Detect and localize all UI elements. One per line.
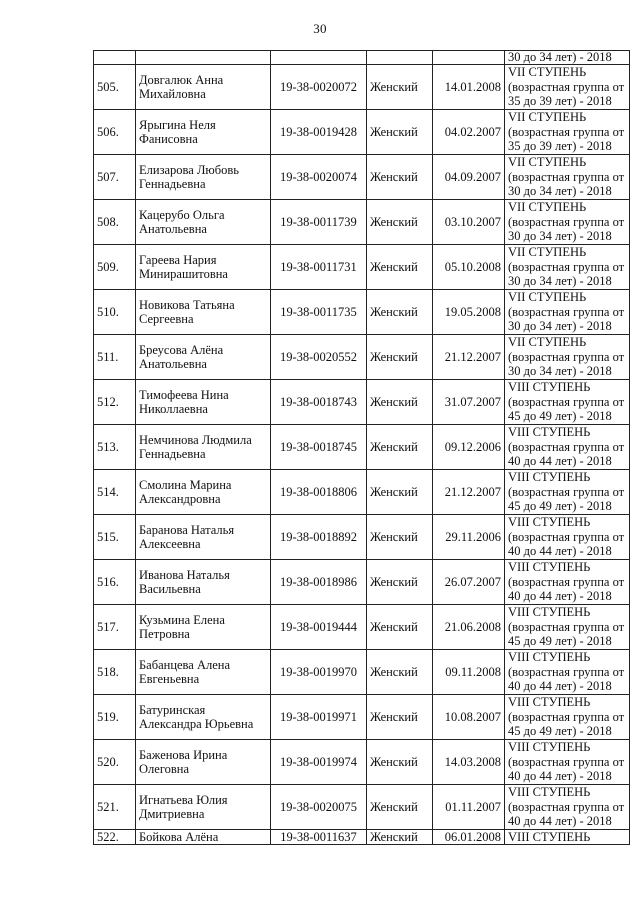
cell-gender: Женский xyxy=(367,110,433,155)
cell-name xyxy=(136,245,271,290)
step-line-3: 45 до 49 лет) - 2018 xyxy=(508,724,612,739)
cell-id: 19-38-0019970 xyxy=(271,650,367,695)
table-row-last xyxy=(94,830,630,845)
cell-num: 513. xyxy=(94,425,136,470)
step-line-3: 45 до 49 лет) - 2018 xyxy=(508,409,612,424)
name-line-2: Геннадьевна xyxy=(139,177,206,191)
table-row xyxy=(94,605,630,650)
cell-name xyxy=(136,51,271,65)
step-line-2: (возрастная группа от xyxy=(508,529,625,544)
cell-gender: Женский xyxy=(367,200,433,245)
cell-date: 19.05.2008 xyxy=(433,290,505,335)
table-row xyxy=(94,335,630,380)
name-line-2: Александровна xyxy=(139,492,221,506)
cell-id: 19-38-0018745 xyxy=(271,425,367,470)
cell-num xyxy=(94,51,136,65)
cell-num: 518. xyxy=(94,650,136,695)
name-line-2: Алексеевна xyxy=(139,537,201,551)
cell-num: 511. xyxy=(94,335,136,380)
registry-table xyxy=(93,50,630,845)
cell-step xyxy=(505,110,630,155)
cell-gender: Женский xyxy=(367,155,433,200)
step-line-3: 40 до 44 лет) - 2018 xyxy=(508,589,612,604)
table-row xyxy=(94,470,630,515)
cell-step xyxy=(505,740,630,785)
step-line-3: 30 до 34 лет) - 2018 xyxy=(508,184,612,199)
cell-name xyxy=(136,560,271,605)
cell-id: 19-38-0020075 xyxy=(271,785,367,830)
step-line-3: 30 до 34 лет) - 2018 xyxy=(508,274,612,289)
name-line-1: Баранова Наталья xyxy=(139,522,235,537)
table-row xyxy=(94,560,630,605)
name-line-1: Довгалюк Анна xyxy=(139,72,224,87)
cell-id: 19-38-0019971 xyxy=(271,695,367,740)
step-line-3: 40 до 44 лет) - 2018 xyxy=(508,769,612,784)
name-line-2: Петровна xyxy=(139,627,190,641)
cell-step xyxy=(505,380,630,425)
cell-name xyxy=(136,605,271,650)
step-line-1: VIII СТУПЕНЬ xyxy=(508,695,591,710)
cell-id: 19-38-0019428 xyxy=(271,110,367,155)
table-row xyxy=(94,110,630,155)
step-line-2: (возрастная группа от xyxy=(508,79,625,94)
cell-date: 04.09.2007 xyxy=(433,155,505,200)
name-line-1: Кузьмина Елена xyxy=(139,612,225,627)
step-line-2: (возрастная группа от xyxy=(508,664,625,679)
cell-num: 512. xyxy=(94,380,136,425)
cell-num: 514. xyxy=(94,470,136,515)
cell-gender: Женский xyxy=(367,830,433,845)
cell-name xyxy=(136,740,271,785)
cell-gender: Женский xyxy=(367,425,433,470)
name-line-1: Ярыгина Неля xyxy=(139,117,216,132)
name-line-1: Батуринская xyxy=(139,702,206,717)
cell-id: 19-38-0019974 xyxy=(271,740,367,785)
table-row xyxy=(94,65,630,110)
cell-num: 522. xyxy=(94,830,136,845)
cell-name xyxy=(136,110,271,155)
step-line-3: 40 до 44 лет) - 2018 xyxy=(508,454,612,469)
cell-step xyxy=(505,245,630,290)
cell-num: 519. xyxy=(94,695,136,740)
name-line-1: Тимофеева Нина xyxy=(139,387,229,402)
step-line-3: 40 до 44 лет) - 2018 xyxy=(508,679,612,694)
cell-num: 505. xyxy=(94,65,136,110)
step-line-2: (возрастная группа от xyxy=(508,304,625,319)
step-line-1: VIII СТУПЕНЬ xyxy=(508,470,591,485)
name-line-2: Минирашитовна xyxy=(139,267,228,281)
name-line-2: Геннадьевна xyxy=(139,447,206,461)
cell-date: 21.12.2007 xyxy=(433,470,505,515)
name-line-1: Кацерубо Ольга xyxy=(139,207,225,222)
cell-date: 04.02.2007 xyxy=(433,110,505,155)
cell-num: 515. xyxy=(94,515,136,560)
cell-id: 19-38-0018986 xyxy=(271,560,367,605)
name-line-1: Новикова Татьяна xyxy=(139,297,235,312)
cell-id: 19-38-0011731 xyxy=(271,245,367,290)
table-row xyxy=(94,425,630,470)
name-line-2: Дмитриевна xyxy=(139,807,205,821)
cell-gender: Женский xyxy=(367,245,433,290)
cell-step xyxy=(505,200,630,245)
step-line-2: (возрастная группа от xyxy=(508,574,625,589)
step-line-3: 40 до 44 лет) - 2018 xyxy=(508,814,612,829)
step-line-1: VII СТУПЕНЬ xyxy=(508,290,587,305)
table-row xyxy=(94,380,630,425)
step-line-2: (возрастная группа от xyxy=(508,799,625,814)
name-line-2: Михайловна xyxy=(139,87,206,101)
cell-step xyxy=(505,290,630,335)
cell-id: 19-38-0020074 xyxy=(271,155,367,200)
step-line-1: VII СТУПЕНЬ xyxy=(508,110,587,125)
step-line-3: 40 до 44 лет) - 2018 xyxy=(508,544,612,559)
cell-date: 06.01.2008 xyxy=(433,830,505,845)
step-line-1: VIII СТУПЕНЬ xyxy=(508,605,591,620)
step-line-1: VIII СТУПЕНЬ xyxy=(508,425,591,440)
cell-name xyxy=(136,155,271,200)
cell-date: 05.10.2008 xyxy=(433,245,505,290)
cell-id: 19-38-0011637 xyxy=(271,830,367,845)
cell-gender: Женский xyxy=(367,335,433,380)
name-line-2: Фанисовна xyxy=(139,132,198,146)
name-line-2: Сергеевна xyxy=(139,312,194,326)
table-row-partial xyxy=(94,51,630,65)
cell-name xyxy=(136,695,271,740)
step-line-1: VIII СТУПЕНЬ xyxy=(508,560,591,575)
cell-gender: Женский xyxy=(367,650,433,695)
name-line-1: Смолина Марина xyxy=(139,477,232,492)
step-line-1: VIII СТУПЕНЬ xyxy=(508,650,591,665)
cell-gender: Женский xyxy=(367,65,433,110)
cell-name: Бойкова Алёна xyxy=(136,830,271,845)
cell-num: 508. xyxy=(94,200,136,245)
name-line-1: Игнатьева Юлия xyxy=(139,792,228,807)
cell-id: 19-38-0020552 xyxy=(271,335,367,380)
name-line-1: Иванова Наталья xyxy=(139,567,230,582)
name-line-1: Немчинова Людмила xyxy=(139,432,252,447)
step-line-2: (возрастная группа от xyxy=(508,709,625,724)
cell-date: 03.10.2007 xyxy=(433,200,505,245)
step-line-2: (возрастная группа от xyxy=(508,619,625,634)
cell-num: 506. xyxy=(94,110,136,155)
cell-date: 29.11.2006 xyxy=(433,515,505,560)
table-row xyxy=(94,695,630,740)
step-line-3: 35 до 39 лет) - 2018 xyxy=(508,94,612,109)
name-line-1: Бабанцева Алена xyxy=(139,657,231,672)
cell-gender: Женский xyxy=(367,470,433,515)
step-line-2: (возрастная группа от xyxy=(508,259,625,274)
step-line-1: VIII СТУПЕНЬ xyxy=(508,740,591,755)
cell-name xyxy=(136,335,271,380)
name-line-2: Анатольевна xyxy=(139,357,207,371)
step-line-3: 45 до 49 лет) - 2018 xyxy=(508,499,612,514)
name-line-2: Евгеньевна xyxy=(139,672,200,686)
cell-date xyxy=(433,51,505,65)
cell-date: 26.07.2007 xyxy=(433,560,505,605)
step-line-2: (возрастная группа от xyxy=(508,169,625,184)
cell-gender: Женский xyxy=(367,515,433,560)
step-line-3: 30 до 34 лет) - 2018 xyxy=(508,229,612,244)
cell-id xyxy=(271,51,367,65)
name-line-1: Бреусова Алёна xyxy=(139,342,224,357)
cell-name xyxy=(136,65,271,110)
cell-date: 09.11.2008 xyxy=(433,650,505,695)
cell-gender xyxy=(367,51,433,65)
cell-name xyxy=(136,515,271,560)
cell-num: 520. xyxy=(94,740,136,785)
cell-id: 19-38-0018806 xyxy=(271,470,367,515)
name-line-2: Александра Юрьевна xyxy=(139,717,254,731)
cell-id: 19-38-0018743 xyxy=(271,380,367,425)
cell-name xyxy=(136,425,271,470)
table-row xyxy=(94,155,630,200)
cell-step xyxy=(505,470,630,515)
page-number: 30 xyxy=(313,21,327,36)
table-row xyxy=(94,200,630,245)
cell-id: 19-38-0019444 xyxy=(271,605,367,650)
cell-num: 509. xyxy=(94,245,136,290)
name-line-2: Олеговна xyxy=(139,762,190,776)
cell-id: 19-38-0011739 xyxy=(271,200,367,245)
cell-num: 510. xyxy=(94,290,136,335)
step-line-1: VIII СТУПЕНЬ xyxy=(508,380,591,395)
cell-step: 30 до 34 лет) - 2018 xyxy=(505,51,630,65)
name-line-2: Васильевна xyxy=(139,582,201,596)
step-line-3: 30 до 34 лет) - 2018 xyxy=(508,319,612,334)
cell-gender: Женский xyxy=(367,605,433,650)
cell-step: VIII СТУПЕНЬ xyxy=(505,830,630,845)
step-line-1: VII СТУПЕНЬ xyxy=(508,155,587,170)
table-row xyxy=(94,785,630,830)
cell-date: 14.03.2008 xyxy=(433,740,505,785)
cell-gender: Женский xyxy=(367,380,433,425)
cell-gender: Женский xyxy=(367,290,433,335)
name-line-1: Елизарова Любовь xyxy=(139,162,239,177)
cell-gender: Женский xyxy=(367,785,433,830)
cell-id: 19-38-0018892 xyxy=(271,515,367,560)
cell-date: 01.11.2007 xyxy=(433,785,505,830)
step-line-2: (возрастная группа от xyxy=(508,124,625,139)
cell-name xyxy=(136,470,271,515)
name-line-2: Николлаевна xyxy=(139,402,208,416)
step-line-2: (возрастная группа от xyxy=(508,439,625,454)
cell-date: 31.07.2007 xyxy=(433,380,505,425)
step-line-3: 45 до 49 лет) - 2018 xyxy=(508,634,612,649)
step-line-2: (возрастная группа от xyxy=(508,484,625,499)
cell-step xyxy=(505,425,630,470)
cell-name xyxy=(136,290,271,335)
step-line-1: VII СТУПЕНЬ xyxy=(508,65,587,80)
table-row xyxy=(94,290,630,335)
table-row xyxy=(94,245,630,290)
cell-num: 516. xyxy=(94,560,136,605)
cell-gender: Женский xyxy=(367,560,433,605)
cell-step xyxy=(505,335,630,380)
cell-step xyxy=(505,560,630,605)
name-line-1: Баженова Ирина xyxy=(139,747,228,762)
cell-name xyxy=(136,380,271,425)
cell-num: 507. xyxy=(94,155,136,200)
cell-id: 19-38-0020072 xyxy=(271,65,367,110)
step-line-3: 35 до 39 лет) - 2018 xyxy=(508,139,612,154)
step-line-2: (возрастная группа от xyxy=(508,754,625,769)
cell-date: 10.08.2007 xyxy=(433,695,505,740)
step-line-1: VIII СТУПЕНЬ xyxy=(508,785,591,800)
cell-name xyxy=(136,785,271,830)
cell-step xyxy=(505,650,630,695)
cell-date: 14.01.2008 xyxy=(433,65,505,110)
cell-step xyxy=(505,605,630,650)
step-line-1: VII СТУПЕНЬ xyxy=(508,200,587,215)
cell-num: 517. xyxy=(94,605,136,650)
name-line-2: Анатольевна xyxy=(139,222,207,236)
table-row xyxy=(94,515,630,560)
cell-step xyxy=(505,785,630,830)
step-line-1: VII СТУПЕНЬ xyxy=(508,245,587,260)
cell-step xyxy=(505,65,630,110)
step-line-1: VIII СТУПЕНЬ xyxy=(508,515,591,530)
name-line-1: Гареева Нария xyxy=(139,252,217,267)
cell-gender: Женский xyxy=(367,740,433,785)
cell-gender: Женский xyxy=(367,695,433,740)
cell-num: 521. xyxy=(94,785,136,830)
step-line-2: (возрастная группа от xyxy=(508,349,625,364)
cell-date: 21.06.2008 xyxy=(433,605,505,650)
cell-name xyxy=(136,650,271,695)
cell-date: 21.12.2007 xyxy=(433,335,505,380)
step-line-2: (возрастная группа от xyxy=(508,214,625,229)
step-line-1: VII СТУПЕНЬ xyxy=(508,335,587,350)
cell-date: 09.12.2006 xyxy=(433,425,505,470)
cell-name xyxy=(136,200,271,245)
table-row xyxy=(94,650,630,695)
table-row xyxy=(94,740,630,785)
step-line-2: (возрастная группа от xyxy=(508,394,625,409)
cell-id: 19-38-0011735 xyxy=(271,290,367,335)
step-line-3: 30 до 34 лет) - 2018 xyxy=(508,364,612,379)
cell-step xyxy=(505,155,630,200)
cell-step xyxy=(505,515,630,560)
cell-step xyxy=(505,695,630,740)
